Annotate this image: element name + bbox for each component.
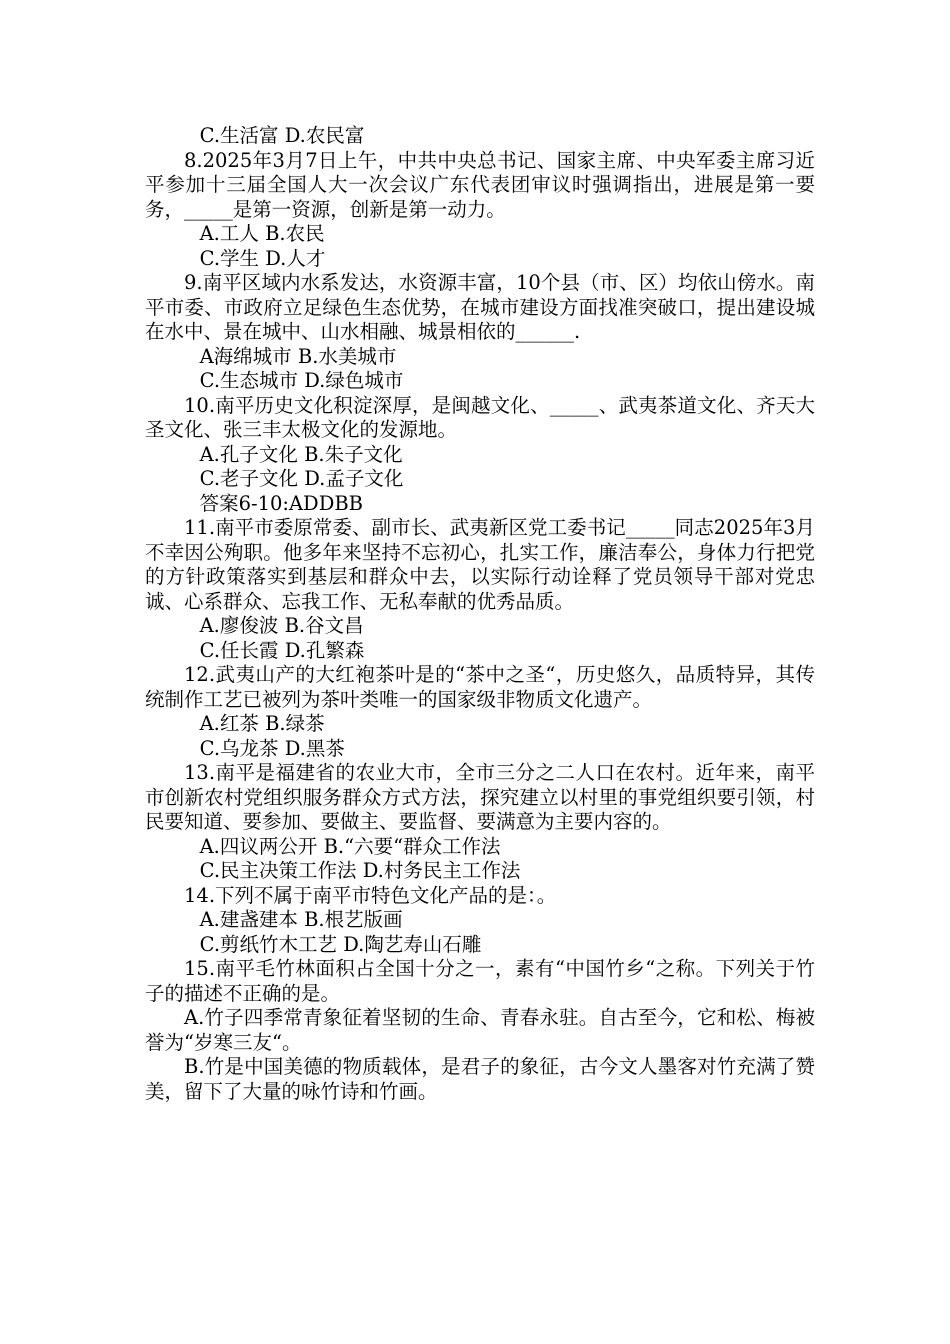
question-10: 10.南平历史文化积淀深厚，是闽越文化、_____、武夷茶道文化、齐天大圣文化、张三丰太极文化的发源地。 — [145, 393, 815, 441]
q13-options-cd: C.民主决策工作法 D.村务民主工作法 — [199, 859, 521, 882]
question-8: 8.2025年3月7日上午，中共中央总书记、国家主席、中央军委主席习近平参加十三届全国人大一次会议广东代表团审议时强调指出，进展是第一要务，_____是第一资源，创新是第一动力。 — [145, 148, 815, 221]
question-12: 12.武夷山产的大红袍茶叶是的“茶中之圣“，历史悠久，品质特异，其传统制作工艺已被列为茶叶类唯一的国家级非物质文化遗产。 — [145, 663, 815, 711]
q15-option-b: B.竹是中国美德的物质载体，是君子的象征，古今文人墨客对竹充满了赞美，留下了大量的咏竹诗和竹画。 — [145, 1055, 815, 1103]
q10-options-ab: A.孔子文化 B.朱子文化 — [199, 442, 403, 466]
question-14: 14.下列不属于南平市特色文化产品的是：。 — [184, 883, 557, 907]
q12-options-cd: C.乌龙茶 D.黑茶 — [199, 736, 345, 760]
q11-options-ab: A.廖俊波 B.谷文昌 — [199, 614, 364, 637]
question-9: 9.南平区域内水系发达，水资源丰富，10个县（市、区）均依山傍水。南平市委、市政府立足绿色生态优势，在城市建设方面找准突破口，提出建设城在水中、景在城中、山水相融、城景相依的______. — [145, 271, 815, 343]
answer-key-6-10: 答案6-10:ADDBB — [199, 491, 363, 515]
q8-options-cd: C.学生 D.人才 — [199, 246, 326, 270]
q7-options-cd: C.生活富 D.农民富 — [199, 124, 365, 147]
q12-options-ab: A.红茶 B.绿茶 — [199, 712, 325, 735]
q14-options-cd: C.剪纸竹木工艺 D.陶艺寿山石雕 — [199, 932, 482, 956]
question-15: 15.南平毛竹林面积占全国十分之一，素有“中国竹乡“之称。下列关于竹子的描述不正确的是。 — [145, 957, 815, 1005]
q13-options-ab: A.四议两公开 B.“六要“群众工作法 — [199, 834, 501, 858]
q9-options-cd: C.生态城市 D.绿色城市 — [199, 369, 404, 392]
q11-options-cd: C.任长霞 D.孔繁森 — [199, 638, 365, 662]
q8-options-ab: A.工人 B.农民 — [199, 222, 325, 245]
q14-options-ab: A.建盏建本 B.根艺版画 — [199, 908, 403, 931]
q15-option-a: A.竹子四季常青象征着坚韧的生命、青春永驻。自古至今，它和松、梅被誉为“岁寒三友“。 — [145, 1006, 815, 1054]
question-11: 11.南平市委原常委、副市长、武夷新区党工委书记_____同志2025年3月不幸因公殉职。他多年来坚持不忘初心，扎实工作，廉洁奉公，身体力行把党的方针政策落实到基层和群众中去，以实际行动诠释了党员领导干部对党忠诚、心系群众、忘我工作、无私奉献的优秀品质。 — [145, 516, 815, 613]
q10-options-cd: C.老子文化 D.孟子文化 — [199, 467, 404, 490]
q9-options-ab: A海绵城市 B.水美城市 — [199, 344, 397, 368]
document-body — [145, 124, 815, 1104]
question-13: 13.南平是福建省的农业大市，全市三分之二人口在农村。近年来，南平市创新农村党组织服务群众方式方法，探究建立以村里的事党组织要引领，村民要知道、要参加、要做主、要监督、要满意为主要内容的。 — [145, 761, 815, 833]
